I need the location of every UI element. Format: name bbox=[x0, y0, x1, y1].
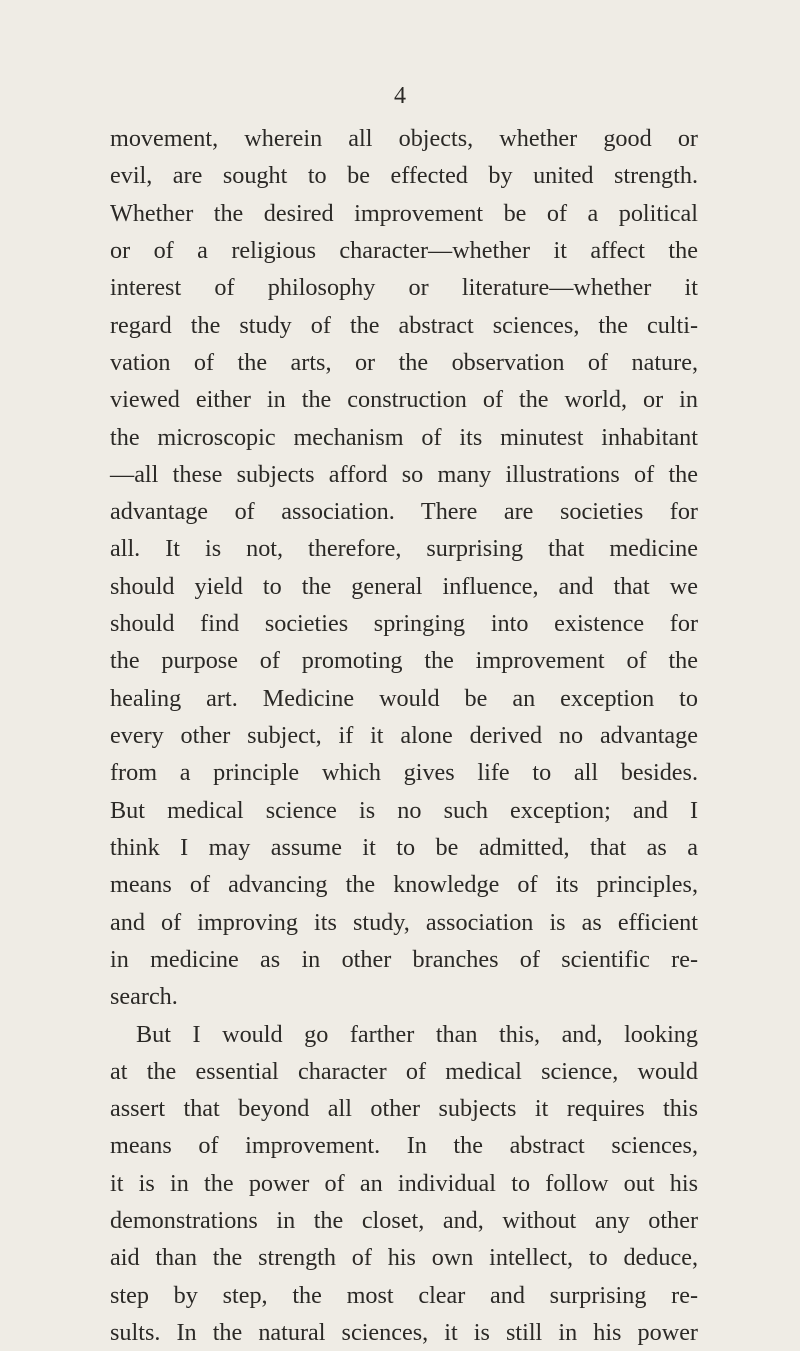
text-line: viewed either in the construction of the world, or in bbox=[110, 386, 698, 414]
text-line: evil, are sought to be effected by united strength. bbox=[110, 162, 698, 190]
body-text bbox=[110, 120, 698, 1351]
text-line: means of improvement. In the abstract sciences, bbox=[110, 1132, 698, 1160]
text-line: sults. In the natural sciences, it is still in his power bbox=[110, 1319, 698, 1346]
text-line: interest of philosophy or literature—whether it bbox=[110, 274, 698, 302]
text-line: Whether the desired improvement be of a political bbox=[110, 199, 698, 227]
text-line: regard the study of the abstract sciences, the culti- bbox=[110, 311, 698, 339]
text-line: advantage of association. There are societies for bbox=[110, 498, 698, 526]
text-line: the microscopic mechanism of its minutest inhabitant bbox=[110, 423, 698, 451]
text-line: assert that beyond all other subjects it requires this bbox=[110, 1095, 698, 1123]
text-line: or of a religious character—whether it affect the bbox=[110, 236, 698, 264]
text-line: movement, wherein all objects, whether good or bbox=[110, 125, 698, 152]
text-line: think I may assume it to be admitted, that as a bbox=[110, 833, 698, 861]
text-line: step by step, the most clear and surprising re- bbox=[110, 1281, 698, 1309]
text-line: But medical science is no such exception; and I bbox=[110, 796, 698, 824]
text-line: demonstrations in the closet, and, without any other bbox=[110, 1207, 698, 1235]
text-line: should yield to the general influence, and that we bbox=[110, 572, 698, 600]
text-line: the purpose of promoting the improvement of the bbox=[110, 647, 698, 675]
text-line: should find societies springing into existence for bbox=[110, 610, 698, 638]
text-line: —all these subjects afford so many illustrations of the bbox=[110, 460, 698, 488]
text-line: healing art. Medicine would be an exception to bbox=[110, 684, 698, 712]
text-line: it is in the power of an individual to follow out his bbox=[110, 1169, 698, 1197]
text-line: every other subject, if it alone derived no advantage bbox=[110, 722, 698, 749]
text-line: But I would go farther than this, and, looking bbox=[136, 1020, 698, 1048]
text-line: at the essential character of medical science, would bbox=[110, 1057, 698, 1085]
text-line: all. It is not, therefore, surprising that medicine bbox=[110, 535, 698, 563]
page-number: 4 bbox=[394, 83, 406, 109]
text-line: aid than the strength of his own intellect, to deduce, bbox=[110, 1244, 698, 1272]
text-line: vation of the arts, or the observation of nature, bbox=[110, 348, 698, 376]
text-line: means of advancing the knowledge of its principles, bbox=[110, 871, 698, 899]
text-line: and of improving its study, association is as efficient bbox=[110, 908, 698, 936]
text-line: from a principle which gives life to all besides. bbox=[110, 759, 698, 787]
text-line: search. bbox=[110, 983, 178, 1011]
text-line: in medicine as in other branches of scientific re- bbox=[110, 945, 698, 973]
